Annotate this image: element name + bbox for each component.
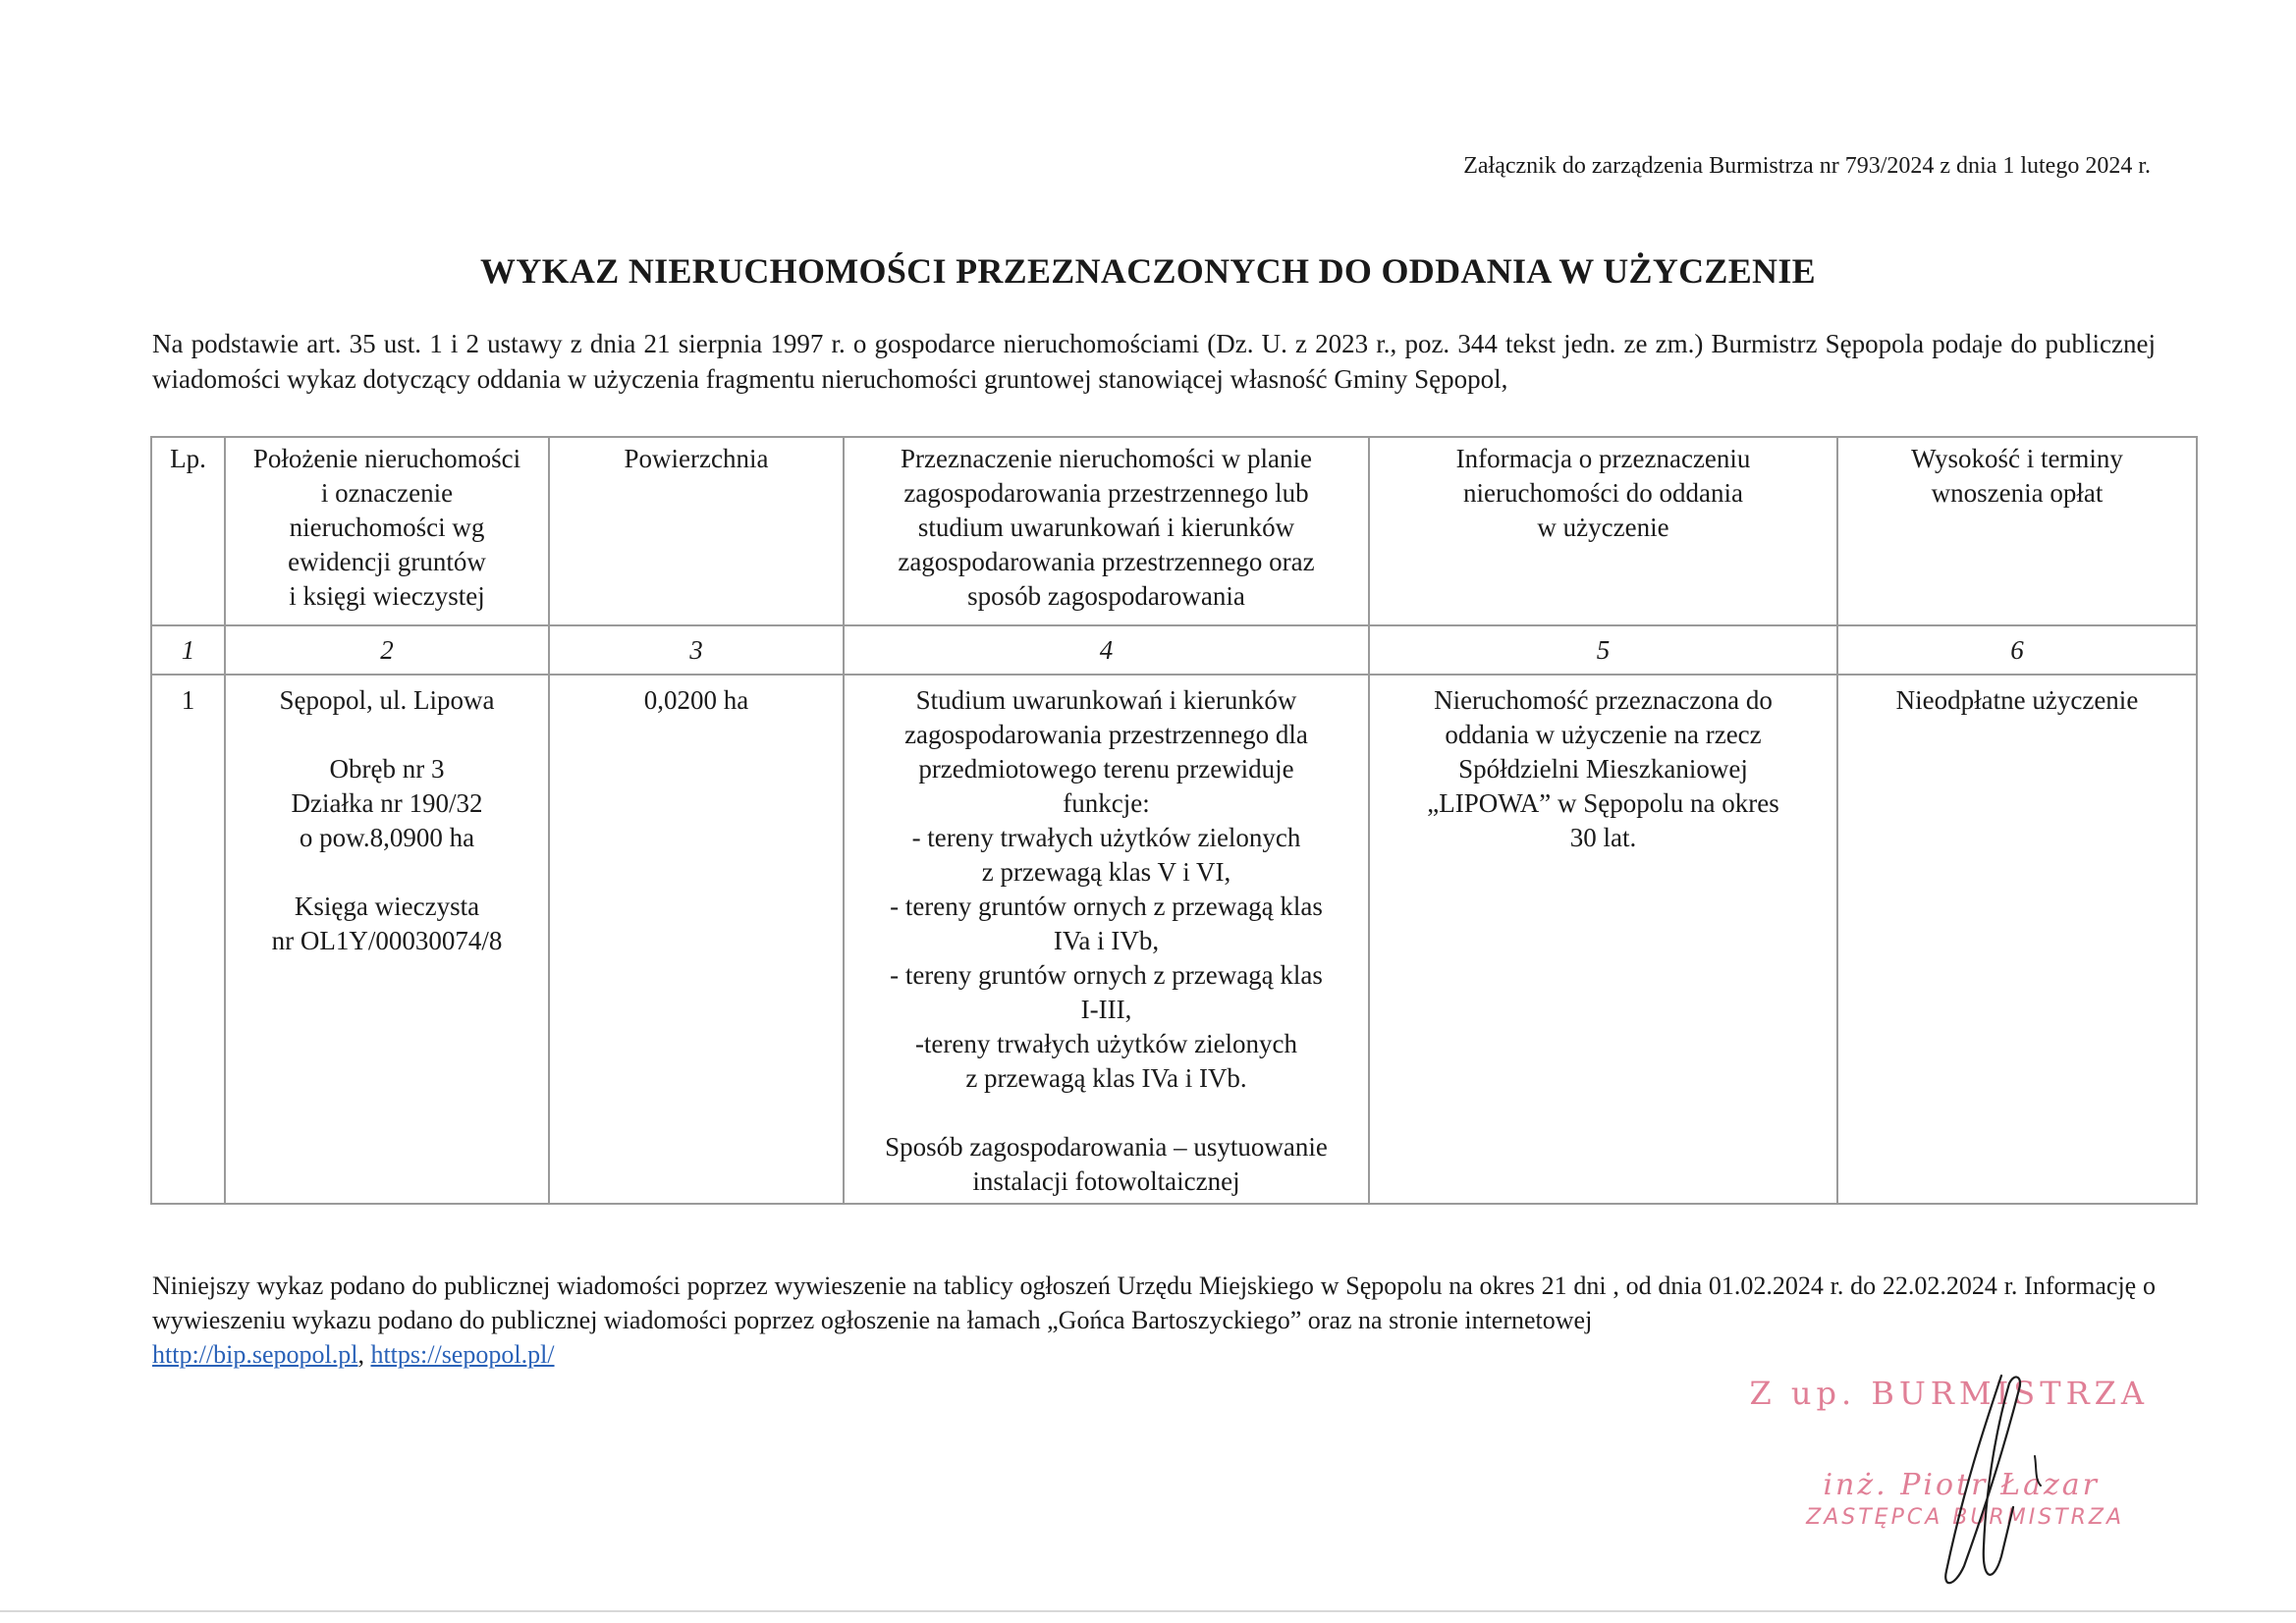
document-title: WYKAZ NIERUCHOMOŚCI PRZEZNACZONYCH DO ODDANIA W UŻYCZENIE (480, 251, 1816, 291)
cell-area: 0,0200 ha (549, 675, 844, 1204)
column-number: 5 (1369, 625, 1837, 675)
page-edge-divider (0, 1610, 2296, 1612)
column-header-purpose: Przeznaczenie nieruchomości w planie zagospodarowania przestrzennego lub studium uwarunkowań i kierunków zagospodarowania przestrzennego oraz sposób zagospodarowania (844, 437, 1369, 625)
stamp-authorization: Z up. BURMISTRZA (1749, 1375, 2149, 1412)
annex-reference: Załącznik do zarządzenia Burmistrza nr 793/2024 z dnia 1 lutego 2024 r. (1463, 153, 2151, 179)
column-number: 4 (844, 625, 1369, 675)
table-header-row (151, 437, 2197, 625)
column-number-row (151, 625, 2197, 675)
footer-text: Niniejszy wykaz podano do publicznej wiadomości poprzez wywieszenie na tablicy ogłoszeń Urzędu Miejskiego w Sępopolu na okres 21 dni , od dnia 01.02.2024 r. do 22.02.2024 r. Informację o wywieszeniu wykazu podano do publicznej wiadomości poprzez ogłoszenie na łamach „Gońca Bartoszyckiego” oraz na stronie internetowej (152, 1271, 2156, 1334)
column-number: 3 (549, 625, 844, 675)
column-header-info: Informacja o przeznaczeniu nieruchomości do oddania w użyczenie (1369, 437, 1837, 625)
bip-link[interactable]: http://bip.sepopol.pl (152, 1340, 358, 1369)
column-number: 2 (225, 625, 549, 675)
table-row (151, 675, 2197, 1204)
column-number: 1 (151, 625, 225, 675)
cell-location: Sępopol, ul. Lipowa Obręb nr 3 Działka nr 190/32 o pow.8,0900 ha Księga wieczysta nr OL1Y/00030074/8 (225, 675, 549, 1204)
column-header-lp: Lp. (151, 437, 225, 625)
cell-info: Nieruchomość przeznaczona do oddania w użyczenie na rzecz Spółdzielni Mieszkaniowej „LIPOWA” w Sępopolu na okres 30 lat. (1369, 675, 1837, 1204)
intro-paragraph: Na podstawie art. 35 ust. 1 i 2 ustawy z dnia 21 sierpnia 1997 r. o gospodarce nieruchomościami (Dz. U. z 2023 r., poz. 344 tekst jedn. ze zm.) Burmistrz Sępopola podaje do publicznej wiadomości wykaz dotyczący oddania w użyczenia fragmentu nieruchomości gruntowej stanowiącej własność Gminy Sępopol, (152, 329, 2156, 394)
link-separator: , (357, 1340, 371, 1369)
stamp-role: ZASTĘPCA BURMISTRZA (1806, 1505, 2124, 1530)
property-table (150, 436, 2198, 1205)
column-number: 6 (1837, 625, 2197, 675)
cell-fees: Nieodpłatne użyczenie (1837, 675, 2197, 1204)
website-link[interactable]: https://sepopol.pl/ (370, 1340, 555, 1369)
handwritten-signature-icon (1925, 1370, 2062, 1596)
stamp-name: inż. Piotr Łazar (1823, 1468, 2100, 1502)
cell-purpose: Studium uwarunkowań i kierunków zagospodarowania przestrzennego dla przedmiotowego terenu przewiduje funkcje: - tereny trwałych użytków zielonych z przewagą klas V i VI, - tereny gruntów ornych z przewagą klas IVa i IVb, - tereny gruntów ornych z przewagą klas I-III, -tereny trwałych użytków zielonych z przewagą klas IVa i IVb. Sposób zagospodarowania – usytuowanie instalacji fotowoltaicznej (844, 675, 1369, 1204)
column-header-fees: Wysokość i terminy wnoszenia opłat (1837, 437, 2197, 625)
cell-lp: 1 (151, 675, 225, 1204)
column-header-location: Położenie nieruchomości i oznaczenie nieruchomości wg ewidencji gruntów i księgi wieczystej (225, 437, 549, 625)
footer-paragraph (152, 1269, 2156, 1372)
column-header-area: Powierzchnia (549, 437, 844, 625)
